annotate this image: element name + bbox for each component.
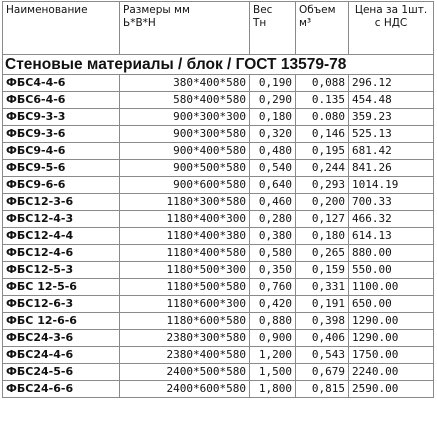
- cell-volume: 0,293: [296, 177, 349, 194]
- cell-volume: 0,191: [296, 296, 349, 313]
- cell-size: 900*300*300: [120, 109, 250, 126]
- price-table: [2, 1, 434, 398]
- cell-size: 1180*400*580: [120, 245, 250, 262]
- cell-weight: 0,350: [250, 262, 296, 279]
- cell-weight: 0,760: [250, 279, 296, 296]
- cell-name: ФБС12-3-6: [3, 194, 120, 211]
- cell-volume: 0,180: [296, 228, 349, 245]
- cell-size: 900*600*580: [120, 177, 250, 194]
- cell-name: ФБС12-4-3: [3, 211, 120, 228]
- cell-volume: 0,244: [296, 160, 349, 177]
- cell-weight: 0,290: [250, 92, 296, 109]
- header-size: [120, 2, 250, 55]
- cell-size: 1180*400*380: [120, 228, 250, 245]
- section-title: Стеновые материалы / блок / ГОСТ 13579-78: [3, 55, 434, 75]
- cell-volume: 0,200: [296, 194, 349, 211]
- cell-weight: 0,180: [250, 109, 296, 126]
- table-row: [3, 143, 434, 160]
- cell-price: 2590.00: [349, 381, 434, 398]
- cell-size: 1180*500*300: [120, 262, 250, 279]
- cell-volume: 0.135: [296, 92, 349, 109]
- cell-price: 525.13: [349, 126, 434, 143]
- cell-volume: 0.080: [296, 109, 349, 126]
- cell-price: 614.13: [349, 228, 434, 245]
- table-row: [3, 262, 434, 279]
- cell-size: 900*500*580: [120, 160, 250, 177]
- cell-weight: 0,420: [250, 296, 296, 313]
- cell-volume: 0,159: [296, 262, 349, 279]
- cell-price: 681.42: [349, 143, 434, 160]
- table-row: [3, 109, 434, 126]
- table-row: [3, 347, 434, 364]
- cell-weight: 1,200: [250, 347, 296, 364]
- cell-name: ФБС9-3-3: [3, 109, 120, 126]
- cell-name: ФБС12-4-4: [3, 228, 120, 245]
- cell-price: 650.00: [349, 296, 434, 313]
- header-name: [3, 2, 120, 55]
- header-volume: [296, 2, 349, 55]
- cell-size: 2380*400*580: [120, 347, 250, 364]
- cell-weight: 0,540: [250, 160, 296, 177]
- cell-volume: 0,679: [296, 364, 349, 381]
- cell-name: ФБС4-4-6: [3, 75, 120, 92]
- cell-price: 841.26: [349, 160, 434, 177]
- cell-name: ФБС9-4-6: [3, 143, 120, 160]
- cell-size: 1180*400*300: [120, 211, 250, 228]
- table-row: [3, 296, 434, 313]
- cell-price: 1100.00: [349, 279, 434, 296]
- cell-name: ФБС24-6-6: [3, 381, 120, 398]
- table-row: [3, 177, 434, 194]
- cell-size: 580*400*580: [120, 92, 250, 109]
- cell-size: 1180*600*300: [120, 296, 250, 313]
- table-row: [3, 313, 434, 330]
- header-weight: [250, 2, 296, 55]
- cell-weight: 0,880: [250, 313, 296, 330]
- table-row: [3, 160, 434, 177]
- cell-size: 1180*600*580: [120, 313, 250, 330]
- cell-name: ФБС24-4-6: [3, 347, 120, 364]
- cell-name: ФБС12-4-6: [3, 245, 120, 262]
- cell-size: 1180*300*580: [120, 194, 250, 211]
- cell-size: 900*400*580: [120, 143, 250, 160]
- table-row: [3, 245, 434, 262]
- cell-volume: 0,146: [296, 126, 349, 143]
- cell-volume: 0,331: [296, 279, 349, 296]
- cell-weight: 1,500: [250, 364, 296, 381]
- cell-price: 1290.00: [349, 313, 434, 330]
- cell-price: 1750.00: [349, 347, 434, 364]
- table-row: [3, 92, 434, 109]
- table-row: [3, 364, 434, 381]
- cell-size: 1180*500*580: [120, 279, 250, 296]
- cell-volume: 0,195: [296, 143, 349, 160]
- table-row: [3, 330, 434, 347]
- header-size-line2: Ь*В*Н: [123, 17, 156, 29]
- cell-name: ФБС12-6-3: [3, 296, 120, 313]
- cell-weight: 0,480: [250, 143, 296, 160]
- table-row: [3, 75, 434, 92]
- section-row: [3, 55, 434, 75]
- table-row: [3, 279, 434, 296]
- cell-weight: 0,580: [250, 245, 296, 262]
- header-price-text: Цена за 1шт. с НДС: [354, 4, 428, 29]
- cell-price: 454.48: [349, 92, 434, 109]
- cell-price: 296.12: [349, 75, 434, 92]
- cell-weight: 0,280: [250, 211, 296, 228]
- cell-name: ФБС24-5-6: [3, 364, 120, 381]
- header-price: [349, 2, 434, 55]
- cell-volume: 0,815: [296, 381, 349, 398]
- table-row: [3, 381, 434, 398]
- cell-size: 2380*300*580: [120, 330, 250, 347]
- cell-weight: 0,640: [250, 177, 296, 194]
- cell-price: 1014.19: [349, 177, 434, 194]
- cell-name: ФБС9-3-6: [3, 126, 120, 143]
- cell-volume: 0,265: [296, 245, 349, 262]
- header-row: [3, 2, 434, 55]
- cell-price: 700.33: [349, 194, 434, 211]
- header-size-line1: Размеры мм: [123, 4, 190, 16]
- cell-name: ФБС 12-5-6: [3, 279, 120, 296]
- cell-price: 2240.00: [349, 364, 434, 381]
- cell-volume: 0,398: [296, 313, 349, 330]
- table-row: [3, 126, 434, 143]
- header-name-text: Наименование: [6, 4, 88, 16]
- cell-size: 2400*600*580: [120, 381, 250, 398]
- cell-name: ФБС12-5-3: [3, 262, 120, 279]
- table-row: [3, 211, 434, 228]
- cell-price: 550.00: [349, 262, 434, 279]
- cell-weight: 0,460: [250, 194, 296, 211]
- cell-size: 900*300*580: [120, 126, 250, 143]
- table-body: [3, 75, 434, 398]
- cell-volume: 0,127: [296, 211, 349, 228]
- cell-volume: 0,088: [296, 75, 349, 92]
- cell-name: ФБС9-6-6: [3, 177, 120, 194]
- cell-weight: 0,320: [250, 126, 296, 143]
- cell-price: 1290.00: [349, 330, 434, 347]
- cell-price: 466.32: [349, 211, 434, 228]
- cell-name: ФБС9-5-6: [3, 160, 120, 177]
- cell-weight: 1,800: [250, 381, 296, 398]
- cell-size: 380*400*580: [120, 75, 250, 92]
- cell-volume: 0,543: [296, 347, 349, 364]
- cell-volume: 0,406: [296, 330, 349, 347]
- cell-price: 880.00: [349, 245, 434, 262]
- header-volume-line1: Объем: [299, 4, 336, 16]
- header-weight-line1: Вес: [253, 4, 273, 16]
- cell-weight: 0,190: [250, 75, 296, 92]
- cell-weight: 0,900: [250, 330, 296, 347]
- table-row: [3, 228, 434, 245]
- table-row: [3, 194, 434, 211]
- cell-size: 2400*500*580: [120, 364, 250, 381]
- header-weight-line2: Тн: [253, 17, 267, 29]
- cell-name: ФБС6-4-6: [3, 92, 120, 109]
- cell-name: ФБС 12-6-6: [3, 313, 120, 330]
- cell-weight: 0,380: [250, 228, 296, 245]
- header-volume-line2: м³: [299, 17, 312, 29]
- cell-price: 359.23: [349, 109, 434, 126]
- cell-name: ФБС24-3-6: [3, 330, 120, 347]
